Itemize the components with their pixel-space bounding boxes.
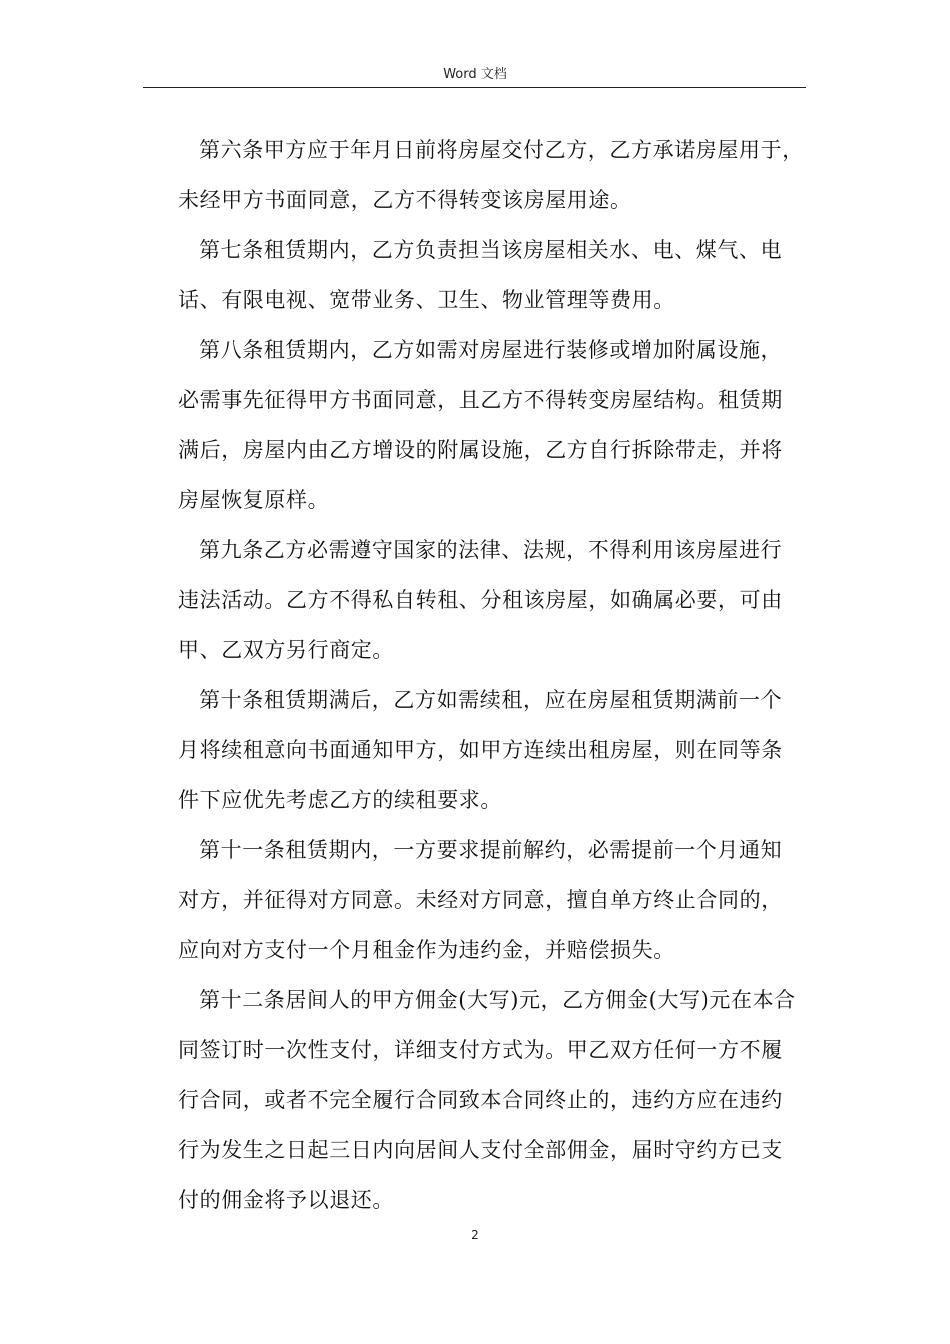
clause-paragraph-7 [178, 225, 818, 325]
paragraph-line: 月将续租意向书面通知甲方，如甲方连续出租房屋，则在同等条 [178, 738, 783, 762]
paragraph-line: 行为发生之日起三日内向居间人支付全部佣金，届时守约方已支 [178, 1138, 783, 1162]
document-body [178, 125, 818, 1225]
paragraph-line: 未经甲方书面同意，乙方不得转变该房屋用途。 [178, 188, 632, 212]
page-header-title: Word 文档 [443, 67, 507, 82]
clause-paragraph-8 [178, 325, 818, 525]
paragraph-line: 应向对方支付一个月租金作为违约金，并赔偿损失。 [178, 938, 675, 962]
paragraph-line: 行合同，或者不完全履行合同致本合同终止的，违约方应在违约 [178, 1088, 783, 1112]
paragraph-line: 第十条租赁期满后，乙方如需续租，应在房屋租赁期满前一个 [199, 688, 783, 712]
header-divider [143, 87, 806, 88]
clause-paragraph-11 [178, 825, 818, 975]
clause-paragraph-12 [178, 975, 818, 1225]
clause-paragraph-6 [178, 125, 818, 225]
paragraph-line: 件下应优先考虑乙方的续租要求。 [178, 788, 502, 812]
paragraph-line: 对方，并征得对方同意。未经对方同意，擅自单方终止合同的， [178, 888, 783, 912]
paragraph-line: 满后，房屋内由乙方增设的附属设施，乙方自行拆除带走，并将 [178, 438, 783, 462]
paragraph-line: 话、有限电视、宽带业务、卫生、物业管理等费用。 [178, 288, 675, 312]
paragraph-line: 第十一条租赁期内，一方要求提前解约，必需提前一个月通知 [199, 838, 783, 862]
paragraph-line: 第十二条居间人的甲方佣金(大写)元，乙方佣金(大写)元在本合 [199, 988, 796, 1012]
paragraph-line: 第六条甲方应于年月日前将房屋交付乙方，乙方承诺房屋用于， [199, 138, 804, 162]
paragraph-line: 第九条乙方必需遵守国家的法律、法规，不得利用该房屋进行 [199, 538, 783, 562]
clause-paragraph-9 [178, 525, 818, 675]
paragraph-line: 违法活动。乙方不得私自转租、分租该房屋，如确属必要，可由 [178, 588, 783, 612]
paragraph-line: 第八条租赁期内，乙方如需对房屋进行装修或增加附属设施， [199, 338, 783, 362]
clause-paragraph-10 [178, 675, 818, 825]
paragraph-line: 必需事先征得甲方书面同意，且乙方不得转变房屋结构。租赁期 [178, 388, 783, 412]
page-number: 2 [471, 1228, 479, 1242]
paragraph-line: 第七条租赁期内，乙方负责担当该房屋相关水、电、煤气、电 [199, 238, 783, 262]
paragraph-line: 甲、乙双方另行商定。 [178, 638, 394, 662]
paragraph-line: 房屋恢复原样。 [178, 488, 330, 512]
paragraph-line: 同签订时一次性支付，详细支付方式为。甲乙双方任何一方不履 [178, 1038, 783, 1062]
paragraph-line: 付的佣金将予以退还。 [178, 1188, 394, 1212]
